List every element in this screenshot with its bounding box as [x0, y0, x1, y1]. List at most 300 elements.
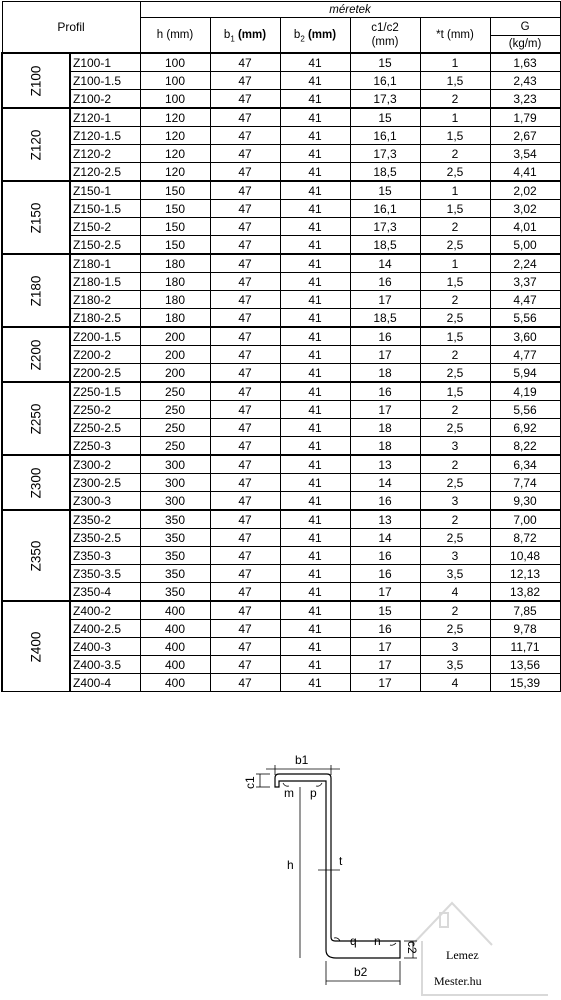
b2-cell: 41 [280, 437, 350, 456]
h-cell: 100 [140, 72, 210, 90]
h-cell: 350 [140, 510, 210, 529]
b1-cell: 47 [210, 108, 280, 127]
profile-name-cell: Z350-2 [70, 510, 140, 529]
c1-dimension [256, 774, 270, 787]
c-cell: 17 [350, 291, 420, 309]
c-cell: 18,5 [350, 163, 420, 182]
c-cell: 13 [350, 455, 420, 474]
table-row [2, 674, 560, 692]
t-cell: 4 [420, 583, 490, 602]
b2-cell: 41 [280, 529, 350, 547]
h-cell: 180 [140, 309, 210, 328]
b1-cell: 47 [210, 455, 280, 474]
b2-cell: 41 [280, 254, 350, 273]
table-row [2, 327, 560, 346]
table-row [2, 601, 560, 620]
c-cell: 17 [350, 401, 420, 419]
h-cell: 300 [140, 474, 210, 492]
g-cell: 3,23 [490, 90, 560, 109]
b2-cell: 41 [280, 291, 350, 309]
g-cell: 5,56 [490, 309, 560, 328]
table-row [2, 127, 560, 145]
table-row [2, 236, 560, 255]
g-cell: 6,92 [490, 419, 560, 437]
b2-cell: 41 [280, 145, 350, 163]
table-row [2, 90, 560, 109]
b2-cell: 41 [280, 200, 350, 218]
t-cell: 2,5 [420, 163, 490, 182]
t-cell: 2,5 [420, 309, 490, 328]
c-cell: 16 [350, 327, 420, 346]
b1-cell: 47 [210, 291, 280, 309]
profile-name-cell: Z200-2 [70, 346, 140, 364]
profile-name-cell: Z180-1 [70, 254, 140, 273]
profile-name-cell: Z250-1.5 [70, 382, 140, 401]
c-cell: 17 [350, 674, 420, 692]
c-cell: 18 [350, 419, 420, 437]
label-q: q [350, 934, 357, 948]
t-cell: 3 [420, 638, 490, 656]
t-cell: 2 [420, 346, 490, 364]
b2-cell: 41 [280, 327, 350, 346]
profile-group-text: Z100 [28, 65, 43, 96]
g-cell: 15,39 [490, 674, 560, 692]
label-n: n [374, 934, 381, 948]
table-row [2, 583, 560, 602]
g-cell: 3,37 [490, 273, 560, 291]
table-row [2, 200, 560, 218]
c-cell: 15 [350, 181, 420, 200]
profile-name-cell: Z350-3.5 [70, 565, 140, 583]
table-row [2, 529, 560, 547]
b1-cell: 47 [210, 474, 280, 492]
profile-group-label [2, 327, 70, 382]
table-row [2, 218, 560, 236]
t-cell: 2 [420, 455, 490, 474]
b2-cell: 41 [280, 620, 350, 638]
c-cell: 14 [350, 474, 420, 492]
g-cell: 2,67 [490, 127, 560, 145]
h-cell: 250 [140, 401, 210, 419]
h-cell: 250 [140, 437, 210, 456]
b2-cell: 41 [280, 638, 350, 656]
b2-cell: 41 [280, 108, 350, 127]
b1-cell: 47 [210, 218, 280, 236]
c-cell: 17 [350, 583, 420, 602]
table-row [2, 437, 560, 456]
c-cell: 16 [350, 547, 420, 565]
g-cell: 11,71 [490, 638, 560, 656]
b1-cell: 47 [210, 583, 280, 602]
c-cell: 17,3 [350, 145, 420, 163]
b2-cell: 41 [280, 674, 350, 692]
table-row [2, 346, 560, 364]
g-cell: 3,60 [490, 327, 560, 346]
profile-name-cell: Z250-2 [70, 401, 140, 419]
h-cell: 350 [140, 583, 210, 602]
label-h: h [287, 858, 294, 872]
h-cell: 180 [140, 291, 210, 309]
profile-group-text: Z120 [28, 129, 43, 160]
c-column-header: c1/c2 (mm) [350, 18, 420, 54]
table-row [2, 254, 560, 273]
t-cell: 2,5 [420, 419, 490, 437]
table-row [2, 492, 560, 511]
g-column-header: G [490, 18, 560, 36]
b1-cell: 47 [210, 382, 280, 401]
c-cell: 14 [350, 529, 420, 547]
h-cell: 180 [140, 254, 210, 273]
table-row [2, 656, 560, 674]
label-m: m [284, 786, 294, 800]
g-cell: 1,79 [490, 108, 560, 127]
b2-cell: 41 [280, 382, 350, 401]
profile-name-cell: Z400-3.5 [70, 656, 140, 674]
table-row [2, 419, 560, 437]
b1-cell: 47 [210, 327, 280, 346]
b1-cell: 47 [210, 401, 280, 419]
c-cell: 15 [350, 53, 420, 72]
profile-name-cell: Z100-2 [70, 90, 140, 109]
g-cell: 8,72 [490, 529, 560, 547]
b2-cell: 41 [280, 181, 350, 200]
b1-column-header: $b_1$ (mm) [210, 18, 280, 54]
h-cell: 150 [140, 181, 210, 200]
profile-name-cell: Z200-2.5 [70, 364, 140, 383]
profile-name-cell: Z180-2 [70, 291, 140, 309]
table-row [2, 108, 560, 127]
h-cell: 400 [140, 656, 210, 674]
b1-cell: 47 [210, 309, 280, 328]
b2-cell: 41 [280, 163, 350, 182]
h-cell: 200 [140, 364, 210, 383]
c-cell: 16,1 [350, 72, 420, 90]
g-cell: 4,41 [490, 163, 560, 182]
table-row [2, 181, 560, 200]
b2-cell: 41 [280, 364, 350, 383]
b1-cell: 47 [210, 437, 280, 456]
b2-cell: 41 [280, 565, 350, 583]
t-cell: 3 [420, 437, 490, 456]
c-cell: 18,5 [350, 309, 420, 328]
b2-cell: 41 [280, 601, 350, 620]
profile-name-cell: Z150-2 [70, 218, 140, 236]
profile-name-cell: Z120-1 [70, 108, 140, 127]
label-c1: c1 [243, 776, 257, 789]
profile-name-cell: Z300-2.5 [70, 474, 140, 492]
b1-cell: 47 [210, 145, 280, 163]
g-cell: 4,47 [490, 291, 560, 309]
profile-name-cell: Z250-2.5 [70, 419, 140, 437]
b1-cell: 47 [210, 601, 280, 620]
label-p: p [310, 786, 317, 800]
h-cell: 120 [140, 108, 210, 127]
z-profile-shape [275, 774, 400, 958]
t-cell: 3 [420, 547, 490, 565]
profile-group-text: Z400 [28, 631, 43, 662]
t-cell: 3,5 [420, 565, 490, 583]
t-cell: 2,5 [420, 364, 490, 383]
b2-cell: 41 [280, 455, 350, 474]
h-cell: 400 [140, 620, 210, 638]
t-cell: 2,5 [420, 620, 490, 638]
c-cell: 18 [350, 437, 420, 456]
c-cell: 14 [350, 254, 420, 273]
g-cell: 8,22 [490, 437, 560, 456]
b2-cell: 41 [280, 656, 350, 674]
profile-name-cell: Z300-2 [70, 455, 140, 474]
t-cell: 1 [420, 181, 490, 200]
b1-cell: 47 [210, 273, 280, 291]
c-cell: 15 [350, 601, 420, 620]
b2-cell: 41 [280, 72, 350, 90]
t-cell: 2 [420, 218, 490, 236]
g-cell: 4,19 [490, 382, 560, 401]
h-cell: 350 [140, 529, 210, 547]
h-cell: 120 [140, 145, 210, 163]
h-cell: 180 [140, 273, 210, 291]
c-cell: 16 [350, 382, 420, 401]
table-row [2, 401, 560, 419]
profile-name-cell: Z350-2.5 [70, 529, 140, 547]
g-cell: 13,56 [490, 656, 560, 674]
g-cell: 9,30 [490, 492, 560, 511]
h-cell: 400 [140, 674, 210, 692]
b2-cell: 41 [280, 346, 350, 364]
profile-name-cell: Z300-3 [70, 492, 140, 511]
table-row [2, 163, 560, 182]
c-cell: 17,3 [350, 90, 420, 109]
t-cell: 2 [420, 401, 490, 419]
profile-group-label [2, 455, 70, 510]
label-b2: b2 [354, 965, 368, 979]
g-cell: 5,56 [490, 401, 560, 419]
g-cell: 2,43 [490, 72, 560, 90]
b2-cell: 41 [280, 492, 350, 511]
table-row [2, 273, 560, 291]
z-profile-table [1, 1, 561, 692]
table-row [2, 620, 560, 638]
profile-group-label [2, 53, 70, 108]
h-cell: 250 [140, 382, 210, 401]
h-cell: 200 [140, 327, 210, 346]
table-row [2, 291, 560, 309]
b1-cell: 47 [210, 547, 280, 565]
profile-group-text: Z150 [28, 202, 43, 233]
profile-group-text: Z200 [28, 339, 43, 370]
g-cell: 9,78 [490, 620, 560, 638]
h-cell: 150 [140, 200, 210, 218]
profile-group-text: Z350 [28, 540, 43, 571]
h-cell: 100 [140, 53, 210, 72]
profile-group-label [2, 254, 70, 327]
h-cell: 120 [140, 163, 210, 182]
profile-group-label [2, 108, 70, 181]
g-cell: 7,74 [490, 474, 560, 492]
b2-cell: 41 [280, 474, 350, 492]
b1-cell: 47 [210, 200, 280, 218]
table-row [2, 145, 560, 163]
t-column-header: *t (mm) [420, 18, 490, 54]
h-cell: 150 [140, 218, 210, 236]
table-row [2, 565, 560, 583]
b1-cell: 47 [210, 492, 280, 511]
h-cell: 200 [140, 346, 210, 364]
c-cell: 16 [350, 565, 420, 583]
g-cell: 1,63 [490, 53, 560, 72]
b1-cell: 47 [210, 674, 280, 692]
c-cell: 13 [350, 510, 420, 529]
t-cell: 1,5 [420, 273, 490, 291]
t-cell: 1 [420, 254, 490, 273]
h-cell: 350 [140, 547, 210, 565]
b1-cell: 47 [210, 620, 280, 638]
g-cell: 7,00 [490, 510, 560, 529]
b2-cell: 41 [280, 273, 350, 291]
b1-cell: 47 [210, 181, 280, 200]
b1-cell: 47 [210, 72, 280, 90]
b2-cell: 41 [280, 236, 350, 255]
t-cell: 1,5 [420, 327, 490, 346]
t-cell: 2,5 [420, 529, 490, 547]
b1-cell: 47 [210, 419, 280, 437]
profile-name-cell: Z150-1.5 [70, 200, 140, 218]
b1-cell: 47 [210, 638, 280, 656]
c-cell: 16,1 [350, 200, 420, 218]
b1-cell: 47 [210, 565, 280, 583]
b1-cell: 47 [210, 127, 280, 145]
table-row [2, 547, 560, 565]
b1-cell: 47 [210, 53, 280, 72]
table-row [2, 53, 560, 72]
label-c2: c2 [405, 941, 419, 954]
profile-group-label [2, 601, 70, 692]
profile-name-cell: Z150-1 [70, 181, 140, 200]
profile-name-cell: Z200-1.5 [70, 327, 140, 346]
b2-cell: 41 [280, 127, 350, 145]
c-cell: 17 [350, 638, 420, 656]
profile-name-cell: Z120-1.5 [70, 127, 140, 145]
t-cell: 1,5 [420, 127, 490, 145]
g-cell: 6,34 [490, 455, 560, 474]
b2-column-header: $b_2$ (mm) [280, 18, 350, 54]
h-cell: 100 [140, 90, 210, 109]
c-cell: 17 [350, 346, 420, 364]
h-cell: 250 [140, 419, 210, 437]
b2-cell: 41 [280, 510, 350, 529]
c-cell: 17,3 [350, 218, 420, 236]
g-cell: 13,82 [490, 583, 560, 602]
g-cell: 4,01 [490, 218, 560, 236]
table-row [2, 638, 560, 656]
b2-cell: 41 [280, 90, 350, 109]
h-cell: 300 [140, 492, 210, 511]
watermark-line1: Lemez [446, 948, 479, 962]
profile-name-cell: Z180-2.5 [70, 309, 140, 328]
c-cell: 16 [350, 492, 420, 511]
t-cell: 2 [420, 90, 490, 109]
h-cell: 150 [140, 236, 210, 255]
b2-cell: 41 [280, 53, 350, 72]
table-row [2, 382, 560, 401]
c-cell: 16,1 [350, 127, 420, 145]
z-profile-diagram [0, 745, 561, 1000]
watermark-line2: Mester.hu [434, 974, 482, 988]
t-cell: 1,5 [420, 200, 490, 218]
t-cell: 3 [420, 492, 490, 511]
profile-name-cell: Z100-1 [70, 53, 140, 72]
profile-group-text: Z250 [28, 403, 43, 434]
b1-cell: 47 [210, 364, 280, 383]
profile-name-cell: Z100-1.5 [70, 72, 140, 90]
b2-cell: 41 [280, 547, 350, 565]
g-cell: 5,00 [490, 236, 560, 255]
g-cell: 4,77 [490, 346, 560, 364]
meretek-header: méretek [140, 2, 560, 18]
profile-name-cell: Z120-2.5 [70, 163, 140, 182]
t-cell: 2 [420, 291, 490, 309]
t-cell: 2,5 [420, 474, 490, 492]
b1-cell: 47 [210, 254, 280, 273]
h-cell: 300 [140, 455, 210, 474]
profile-name-cell: Z120-2 [70, 145, 140, 163]
b1-cell: 47 [210, 346, 280, 364]
table-row [2, 455, 560, 474]
g-cell: 5,94 [490, 364, 560, 383]
t-cell: 1,5 [420, 72, 490, 90]
h-column-header: h (mm) [140, 18, 210, 54]
profile-name-cell: Z400-4 [70, 674, 140, 692]
table-row [2, 474, 560, 492]
t-cell: 2 [420, 145, 490, 163]
b2-cell: 41 [280, 401, 350, 419]
g-cell: 7,85 [490, 601, 560, 620]
profile-name-cell: Z180-1.5 [70, 273, 140, 291]
b1-cell: 47 [210, 236, 280, 255]
t-cell: 4 [420, 674, 490, 692]
g-cell: 3,02 [490, 200, 560, 218]
label-b1: b1 [295, 753, 309, 767]
profile-name-cell: Z400-2.5 [70, 620, 140, 638]
t-cell: 3,5 [420, 656, 490, 674]
c-cell: 16 [350, 620, 420, 638]
profile-group-label [2, 510, 70, 601]
c-cell: 17 [350, 656, 420, 674]
b2-cell: 41 [280, 583, 350, 602]
c-cell: 18 [350, 364, 420, 383]
b2-cell: 41 [280, 218, 350, 236]
g-cell: 3,54 [490, 145, 560, 163]
g-unit-header: (kg/m) [490, 36, 560, 54]
table-row [2, 510, 560, 529]
g-cell: 2,02 [490, 181, 560, 200]
t-cell: 2,5 [420, 236, 490, 255]
b2-cell: 41 [280, 309, 350, 328]
t-cell: 2 [420, 510, 490, 529]
c-cell: 15 [350, 108, 420, 127]
t-cell: 1,5 [420, 382, 490, 401]
table-body [2, 53, 560, 692]
b1-cell: 47 [210, 510, 280, 529]
c-cell: 18,5 [350, 236, 420, 255]
g-cell: 12,13 [490, 565, 560, 583]
t-cell: 1 [420, 108, 490, 127]
profile-name-cell: Z350-4 [70, 583, 140, 602]
g-cell: 10,48 [490, 547, 560, 565]
b2-cell: 41 [280, 419, 350, 437]
profile-name-cell: Z250-3 [70, 437, 140, 456]
table-row [2, 72, 560, 90]
